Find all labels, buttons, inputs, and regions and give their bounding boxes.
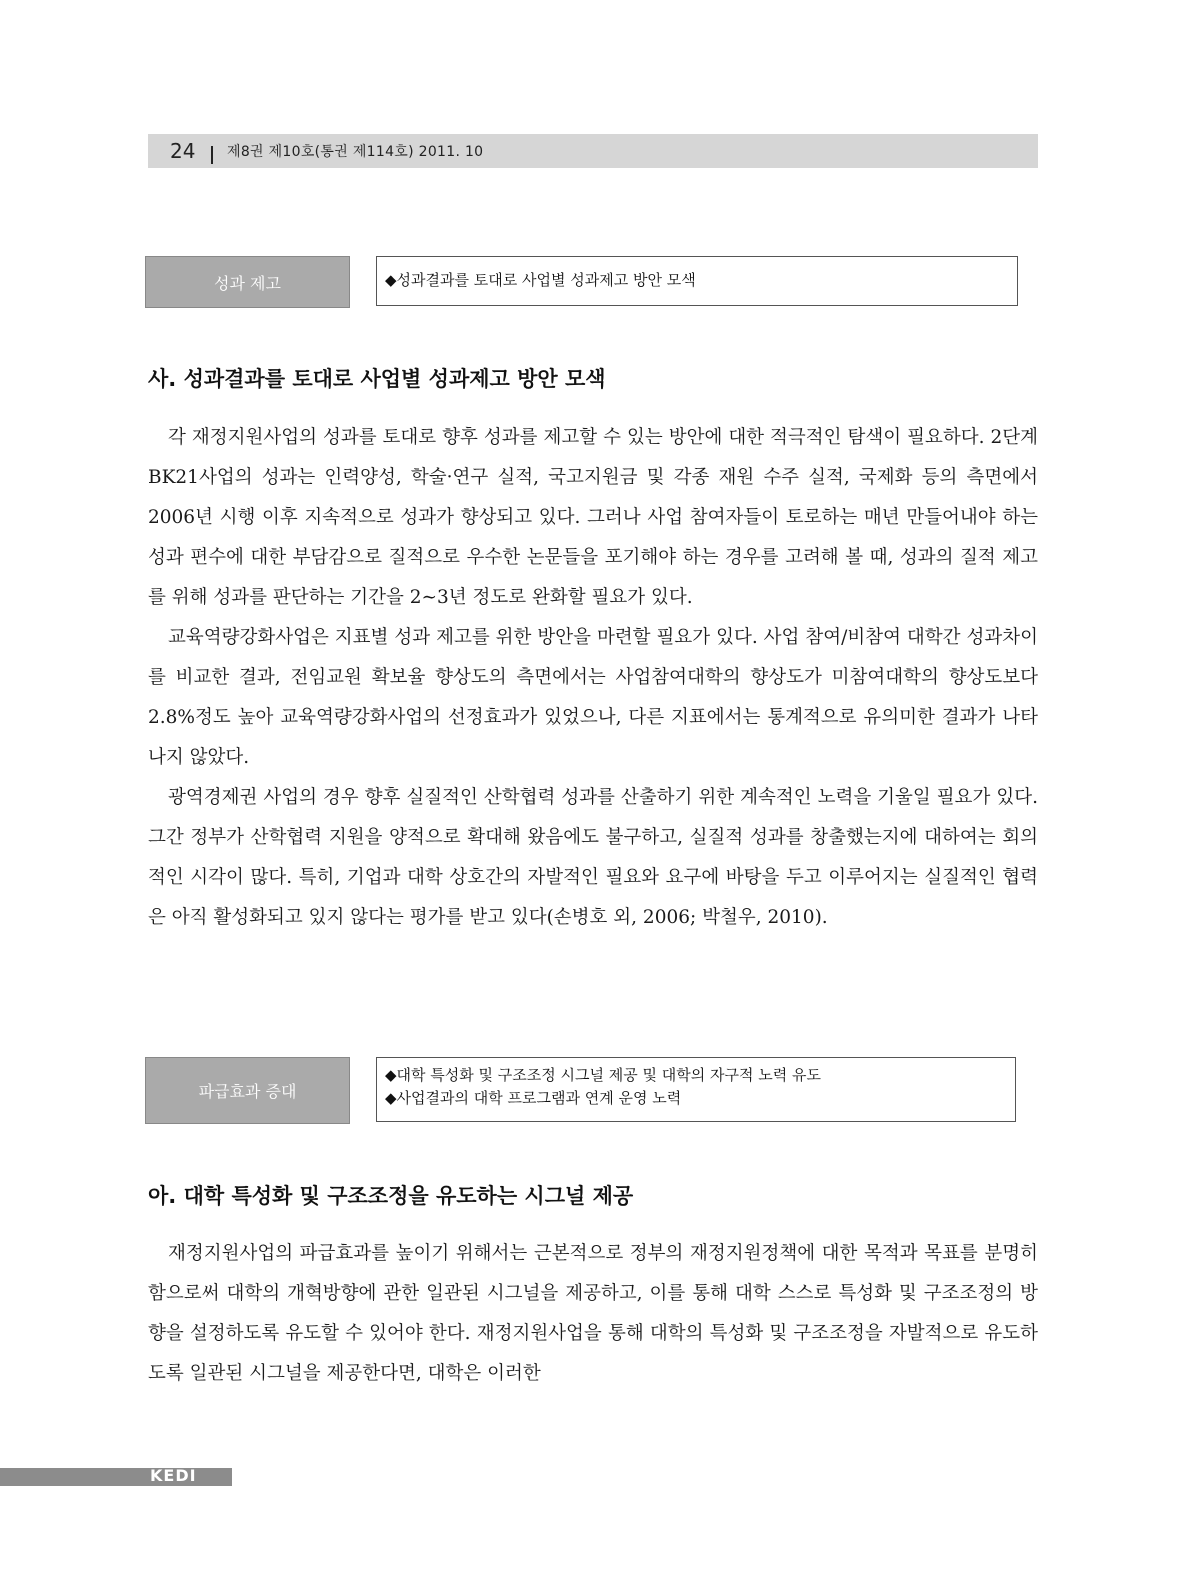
section-body-sa <box>148 418 1038 938</box>
header-divider <box>211 146 213 164</box>
paragraph: 각 재정지원사업의 성과를 토대로 향후 성과를 제고할 수 있는 방안에 대한 적극적인 탐색이 필요하다. 2단계 BK21사업의 성과는 인력양성, 학술·연구 실적, 국고지원금 및 각종 재원 수주 실적, 국제화 등의 측면에서 2006년 시행 이후 지속적으로 성과가 향상되고 있다. 그러나 사업 참여자들이 토로하는 매년 만들어내야 하는 성과 편수에 대한 부담감으로 질적으로 우수한 논문들을 포기해야 하는 경우를 고려해 볼 때, 성과의 질적 제고를 위해 성과를 판단하는 기간을 2∼3년 정도로 완화할 필요가 있다. <box>148 427 1038 608</box>
box-content-spillover <box>376 1057 1016 1122</box>
page-number: 24 <box>170 139 196 163</box>
footer-bar <box>0 1468 232 1486</box>
box-content-performance <box>376 256 1018 306</box>
box-label-spillover: 파급효과 증대 <box>145 1057 350 1124</box>
paragraph: 재정지원사업의 파급효과를 높이기 위해서는 근본적으로 정부의 재정지원정책에 대한 목적과 목표를 분명히 함으로써 대학의 개혁방향에 관한 일관된 시그널을 제공하고, 이를 통해 대학 스스로 특성화 및 구조조정의 방향을 설정하도록 유도할 수 있어야 한다. 재정지원사업을 통해 대학의 특성화 및 구조조정을 자발적으로 유도하도록 일관된 시그널을 제공한다면, 대학은 이러한 <box>148 1243 1038 1384</box>
section-heading-a: 아. 대학 특성화 및 구조조정을 유도하는 시그널 제공 <box>148 1184 634 1208</box>
kedi-logo: KEDI <box>150 1466 197 1485</box>
box-item: ◆사업결과의 대학 프로그램과 연계 운영 노력 <box>385 1089 682 1107</box>
paragraph: 교육역량강화사업은 지표별 성과 제고를 위한 방안을 마련할 필요가 있다. 사업 참여/비참여 대학간 성과차이를 비교한 결과, 전임교원 확보율 향상도의 측면에서는 사업참여대학의 향상도가 미참여대학의 향상도보다 2.8%정도 높아 교육역량강화사업의 선정효과가 있었으나, 다른 지표에서는 통계적으로 유의미한 결과가 나타나지 않았다. <box>148 627 1038 768</box>
section-heading-sa: 사. 성과결과를 토대로 사업별 성과제고 방안 모색 <box>148 367 606 391</box>
paragraph: 광역경제권 사업의 경우 향후 실질적인 산학협력 성과를 산출하기 위한 계속적인 노력을 기울일 필요가 있다. 그간 정부가 산학협력 지원을 양적으로 확대해 왔음에도 불구하고, 실질적 성과를 창출했는지에 대하여는 회의적인 시각이 많다. 특히, 기업과 대학 상호간의 자발적인 필요와 요구에 바탕을 두고 이루어지는 실질적인 협력은 아직 활성화되고 있지 않다는 평가를 받고 있다(손병호 외, 2006; 박철우, 2010). <box>148 787 1038 928</box>
section-body-a <box>148 1234 1038 1394</box>
box-item: ◆성과결과를 토대로 사업별 성과제고 방안 모색 <box>385 271 696 289</box>
box-label-performance: 성과 제고 <box>145 256 350 308</box>
box-item: ◆대학 특성화 및 구조조정 시그널 제공 및 대학의 자구적 노력 유도 <box>385 1066 821 1084</box>
issue-info: 제8권 제10호(통권 제114호) 2011. 10 <box>227 144 484 160</box>
